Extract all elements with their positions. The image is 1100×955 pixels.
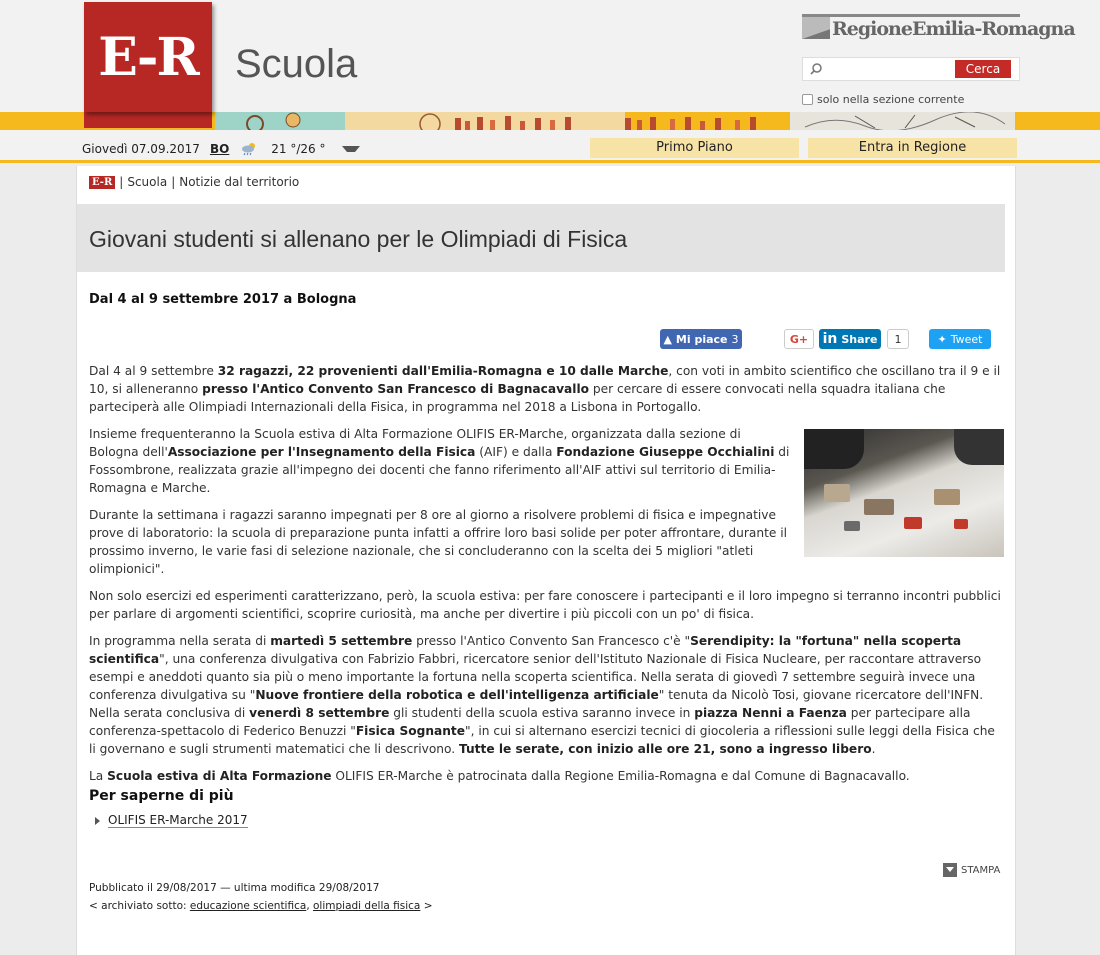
print-button[interactable] xyxy=(943,863,1000,877)
search-icon xyxy=(809,62,823,76)
site-title[interactable]: Scuola xyxy=(235,42,358,86)
breadcrumb-separator: | xyxy=(171,175,176,189)
archived-under: < archiviato sotto: educazione scientifica, olimpiadi della fisica > xyxy=(89,900,433,912)
only-section-checkbox[interactable] xyxy=(802,94,813,105)
logo-tail xyxy=(84,112,212,128)
breadcrumb-separator: | xyxy=(119,175,124,189)
article-photo[interactable] xyxy=(804,429,1004,557)
regione-logo-bar xyxy=(802,14,1020,17)
title-box xyxy=(77,204,1005,272)
chevron-down-icon[interactable] xyxy=(342,146,360,152)
more-info-heading: Per saperne di più xyxy=(89,788,234,804)
breadcrumb-scuola[interactable]: Scuola xyxy=(127,175,168,189)
info-bar xyxy=(0,133,1100,163)
article-body xyxy=(89,362,1004,794)
twitter-tweet-label: Tweet xyxy=(950,332,983,346)
olifis-link[interactable]: OLIFIS ER-Marche 2017 xyxy=(108,813,248,827)
main-content xyxy=(76,166,1016,955)
publication-info xyxy=(89,879,433,915)
article-paragraph: Insieme frequenteranno la Scuola estiva di Alta Formazione OLIFIS ER-Marche, organizzata dalla sezione di Bologna dell'Associazione per l'Insegnamento della Fisica (AIF) e dalla Fondazione Giuseppe Occhialini di Fossombrone, realizzata grazie all'impegno dei docenti che fanno riferimento all'AIF attivi sul territorio di Emilia-Romagna e Marche. xyxy=(89,427,790,495)
city-selector[interactable]: BO xyxy=(209,142,230,156)
tag-link[interactable]: educazione scientifica xyxy=(189,900,307,912)
twitter-bird-icon: ✦ xyxy=(937,332,947,346)
article-subtitle: Dal 4 al 9 settembre 2017 a Bologna xyxy=(89,292,357,307)
published-date: Pubblicato il 29/08/2017 — ultima modifica 29/08/2017 xyxy=(89,882,380,894)
twitter-tweet-button[interactable] xyxy=(929,329,991,349)
breadcrumb-notizie[interactable]: Notizie dal territorio xyxy=(179,175,300,189)
only-section-option[interactable] xyxy=(802,93,964,106)
date-weather xyxy=(82,142,360,156)
facebook-like-label: Mi piace xyxy=(675,332,728,346)
linkedin-share-button[interactable] xyxy=(819,329,881,349)
more-info-item[interactable] xyxy=(95,813,248,828)
article-paragraph: Non solo esercizi ed esperimenti caratterizzano, però, la scuola estiva: per fare conoscere i partecipanti e il loro impegno si terranno incontri pubblici per parlare di argomenti scientifici, scoprire curiosità, ma anche per divertire i più piccoli con un po' di fisica. xyxy=(89,589,1001,621)
weather-cloud-rain-icon xyxy=(241,142,257,156)
regione-logo[interactable] xyxy=(802,14,1075,44)
current-date: Giovedì 07.09.2017 xyxy=(82,142,200,156)
google-plus-button[interactable]: G+ xyxy=(784,329,814,349)
triangle-right-icon xyxy=(95,817,100,825)
print-label: STAMPA xyxy=(961,864,1001,876)
temperature: 21 °/26 ° xyxy=(271,142,326,156)
header-decoration xyxy=(215,112,1015,130)
only-section-label: solo nella sezione corrente xyxy=(817,93,965,106)
page-title: Giovani studenti si allenano per le Olimpiadi di Fisica xyxy=(89,226,628,252)
nav-primo-piano[interactable]: Primo Piano xyxy=(590,138,799,158)
article-paragraph: In programma nella serata di martedì 5 settembre presso l'Antico Convento San Francesco c'è "Serendipity: la "fortuna" nella scoperta scientifica", una conferenza divulgativa con Fabrizio Fabbri, ricercatore senior dell'Istituto Nazionale di Fisica Nucleare, per raccontare attraverso esempi e aneddoti quanto sia più o meno importante la fortuna nella scoperta scientifica. Nella serata di giovedì 7 settembre seguirà invece una conferenza divulgativa su "Nuove frontiere della robotica e dell'intelligenza artificiale" tenuta da Nicolò Tosi, giovane ricercatore dell'INFN. Nella serata conclusiva di venerdì 8 settembre gli studenti della scuola estiva saranno invece in piazza Nenni a Faenza per partecipare alla conferenza-spettacolo di Federico Benuzzi "Fisica Sognante", in cui si alternano esercizi tecnici di giocoleria a riflessioni sulle leggi della Fisica che li governano e sugli strumenti matematici che li descrivono. Tutte le serate, con inizio alle ore 21, sono a ingresso libero. xyxy=(89,634,995,756)
er-logo[interactable]: E-R xyxy=(84,2,212,112)
print-download-icon xyxy=(943,863,957,877)
linkedin-share-count: 1 xyxy=(887,329,909,349)
linkedin-share-label: Share xyxy=(841,332,878,346)
facebook-like-count: 3 xyxy=(731,332,739,346)
regione-name: RegioneEmilia-Romagna xyxy=(832,18,1075,40)
search-button[interactable]: Cerca xyxy=(955,60,1011,78)
breadcrumb-home[interactable]: E-R xyxy=(89,176,115,189)
article-paragraph: Dal 4 al 9 settembre 32 ragazzi, 22 provenienti dall'Emilia-Romagna e 10 dalle Marche, con voti in ambito scientifico che oscillano tra il 9 e il 10, si alleneranno presso l'Antico Convento San Francesco di Bagnacavallo per cercare di essere convocati nella squadra italiana che parteciperà alle Olimpiadi Internazionali della Fisica, in programma nel 2018 a Lisbona in Portogallo. xyxy=(89,364,1001,414)
search-input[interactable] xyxy=(827,60,953,78)
breadcrumb xyxy=(89,175,299,189)
article-paragraph: La Scuola estiva di Alta Formazione OLIFIS ER-Marche è patrocinata dalla Regione Emilia-Romagna e dal Comune di Bagnacavallo. xyxy=(89,769,910,783)
facebook-like-button[interactable] xyxy=(660,329,742,349)
nav-entra-in-regione[interactable]: Entra in Regione xyxy=(808,138,1017,158)
linkedin-icon: in xyxy=(822,331,838,347)
article-paragraph: Durante la settimana i ragazzi saranno impegnati per 8 ore al giorno a risolvere problemi di fisica e impegnative prove di laboratorio: la scuola di preparazione punta infatti a offrire loro basi solide per poter affrontare, durante il prossimo inverno, le varie fasi di selezione nazionale, che si concluderanno con la scelta dei 5 migliori "atleti olimpionici". xyxy=(89,508,787,576)
thumbs-up-icon: ▲ xyxy=(663,332,672,346)
search-box xyxy=(802,57,1020,81)
tag-link[interactable]: olimpiadi della fisica xyxy=(313,900,421,912)
